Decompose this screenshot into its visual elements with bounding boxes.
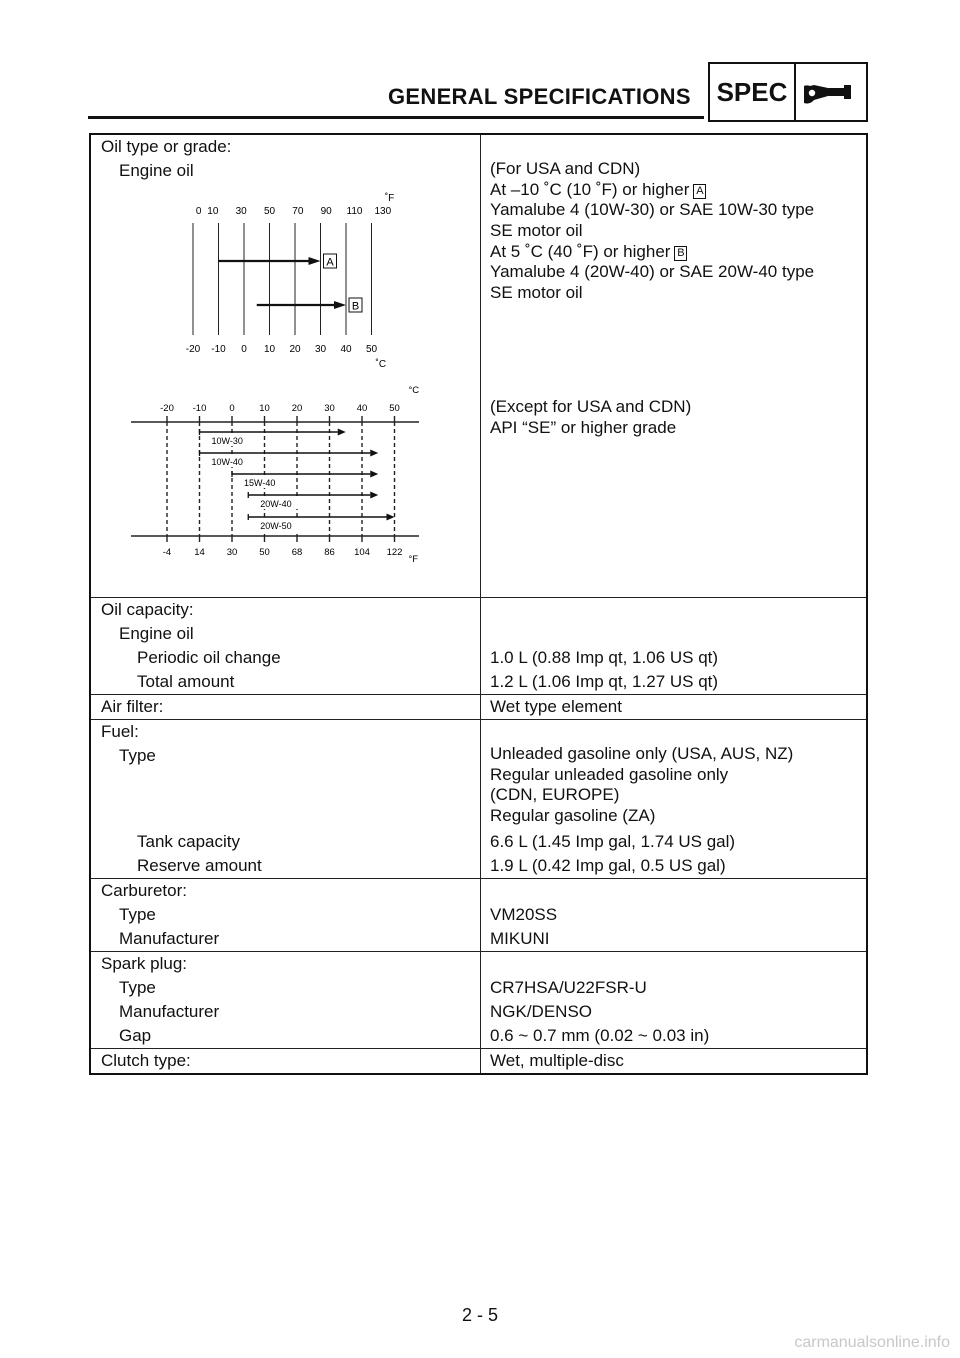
oil-a-type: Yamalube 4 (10W-30) or SAE 10W-30 type — [490, 200, 815, 220]
watermark: carmanualsonline.info — [794, 1334, 950, 1351]
marker-a: A — [693, 184, 706, 199]
spec-badge — [708, 62, 868, 122]
c-tick-label: 50 — [365, 344, 378, 355]
range-arrow-head — [309, 257, 321, 265]
range-arrow-head — [370, 471, 378, 478]
grade-label: 20W-40 — [260, 499, 292, 509]
fuel-type-line: (CDN, EUROPE) — [490, 785, 620, 805]
wrench-icon — [796, 64, 866, 120]
intl-oil-spec — [481, 397, 866, 438]
fuel-type-line: Regular unleaded gasoline only — [490, 764, 729, 784]
periodic-change-value: 1.0 L (0.88 Imp qt, 1.06 US qt) — [490, 648, 719, 667]
range-arrow-head — [387, 514, 395, 521]
marker-b: B — [674, 246, 687, 261]
range-arrow-head — [370, 450, 378, 457]
reserve-amount-label: Reserve amount — [137, 856, 262, 875]
f-tick-label: 0 — [195, 206, 202, 217]
clutch-label: Clutch type: — [101, 1051, 191, 1070]
grade-label: 20W-50 — [260, 521, 292, 531]
air-filter-value: Wet type element — [490, 697, 622, 716]
carburetor-type-value: VM20SS — [490, 905, 558, 924]
c-tick-label: 50 — [389, 403, 400, 414]
f-tick-label: 68 — [291, 547, 303, 558]
c-tick-label: 0 — [241, 344, 247, 355]
carburetor-manufacturer-label: Manufacturer — [119, 929, 220, 948]
spec-table — [89, 133, 868, 1075]
f-tick-label: -4 — [162, 547, 172, 558]
intl-heading: (Except for USA and CDN) — [490, 396, 692, 416]
oil-capacity-label: Oil capacity: — [101, 600, 194, 619]
f-tick-label: 50 — [259, 547, 270, 558]
f-tick-label: 110 — [346, 206, 363, 217]
fuel-label: Fuel: — [101, 722, 139, 741]
c-unit-label: ˚C — [375, 359, 387, 370]
f-tick-label: 10 — [207, 206, 219, 217]
total-amount-label: Total amount — [137, 672, 235, 691]
spark-plug-label: Spark plug: — [101, 954, 187, 973]
spark-plug-gap-value: 0.6 ~ 0.7 mm (0.02 ~ 0.03 in) — [490, 1026, 710, 1045]
spark-plug-manufacturer-value: NGK/DENSO — [490, 1002, 593, 1021]
oil-b-class: SE motor oil — [490, 283, 583, 303]
carburetor-type-label: Type — [119, 905, 156, 924]
spark-plug-type-value: CR7HSA/U22FSR-U — [490, 978, 647, 997]
c-tick-label: 20 — [291, 403, 303, 414]
oil-b-type: Yamalube 4 (20W-40) or SAE 20W-40 type — [490, 262, 815, 282]
f-tick-label: 104 — [354, 547, 370, 558]
carburetor-manufacturer-value: MIKUNI — [490, 929, 550, 948]
range-arrow-head — [334, 301, 346, 309]
condition-a: At –10 ˚C (10 ˚F) or higher — [490, 179, 690, 199]
f-tick-label: 30 — [235, 206, 247, 217]
f-tick-label: 130 — [374, 206, 392, 217]
f-tick-label: 70 — [292, 206, 304, 217]
oil-grade-label: Oil type or grade: — [101, 137, 232, 156]
c-tick-label: 20 — [289, 344, 301, 355]
c-tick-label: -20 — [185, 344, 201, 355]
page-number: 2 - 5 — [461, 1305, 499, 1325]
row-air-filter — [90, 695, 867, 720]
total-amount-value: 1.2 L (1.06 Imp qt, 1.27 US qt) — [490, 672, 719, 691]
c-tick-label: -20 — [160, 403, 174, 414]
c-tick-label: 30 — [324, 403, 335, 414]
fuel-type-label: Type — [119, 746, 156, 765]
clutch-value: Wet, multiple-disc — [490, 1051, 624, 1070]
c-tick-label: 40 — [340, 344, 352, 355]
c-tick-label: 10 — [263, 344, 276, 355]
tank-capacity-label: Tank capacity — [137, 832, 240, 851]
tank-capacity-value: 6.6 L (1.45 Imp gal, 1.74 US gal) — [490, 831, 736, 851]
wrench-icon-svg — [804, 76, 858, 108]
engine-oil-label: Engine oil — [119, 161, 194, 180]
intl-grade: API “SE” or higher grade — [490, 417, 677, 437]
header-rule — [88, 116, 704, 119]
f-tick-label: 86 — [324, 547, 335, 558]
grade-label: 10W-40 — [211, 457, 243, 467]
oil-chart-intl — [91, 381, 477, 591]
range-marker-label: B — [351, 300, 360, 313]
row-clutch — [90, 1049, 867, 1075]
fuel-type-line: Unleaded gasoline only (USA, AUS, NZ) — [490, 744, 794, 763]
f-tick-label: 122 — [386, 547, 403, 558]
capacity-engine-oil-label: Engine oil — [119, 624, 194, 643]
row-oil-capacity — [90, 598, 867, 695]
row-spark-plug — [90, 952, 867, 1049]
usa-cdn-oil-spec — [481, 159, 866, 304]
c-unit-label: °C — [408, 385, 420, 396]
c-tick-label: 40 — [356, 403, 368, 414]
periodic-change-label: Periodic oil change — [137, 648, 281, 667]
condition-b: At 5 ˚C (40 ˚F) or higher — [490, 241, 671, 261]
air-filter-label: Air filter: — [101, 697, 164, 716]
f-unit-label: ˚F — [384, 193, 395, 204]
spec-label: SPEC — [710, 64, 796, 120]
range-arrow-head — [338, 429, 346, 436]
range-arrow-head — [370, 492, 378, 499]
oil-a-class: SE motor oil — [490, 221, 583, 241]
c-tick-label: 10 — [259, 403, 270, 414]
f-unit-label: °F — [408, 554, 419, 565]
usa-cdn-heading: (For USA and CDN) — [490, 159, 641, 178]
grade-label: 15W-40 — [244, 478, 276, 488]
f-tick-label: 50 — [263, 206, 276, 217]
row-oil-grade — [90, 134, 867, 598]
reserve-amount-value: 1.9 L (0.42 Imp gal, 0.5 US gal) — [490, 855, 726, 875]
carburetor-label: Carburetor: — [101, 881, 187, 900]
fuel-type-line: Regular gasoline (ZA) — [490, 806, 656, 826]
spark-plug-gap-label: Gap — [119, 1026, 152, 1045]
row-carburetor — [90, 879, 867, 952]
spark-plug-type-label: Type — [119, 978, 156, 997]
grade-label: 10W-30 — [211, 436, 243, 446]
c-tick-label: -10 — [192, 403, 207, 414]
row-fuel — [90, 720, 867, 879]
spark-plug-manufacturer-label: Manufacturer — [119, 1002, 220, 1021]
c-tick-label: 0 — [229, 403, 235, 414]
f-tick-label: 90 — [320, 206, 332, 217]
page-title: GENERAL SPECIFICATIONS — [388, 84, 691, 109]
oil-chart-usa — [91, 189, 477, 379]
f-tick-label: 14 — [194, 547, 205, 558]
range-marker-label: A — [326, 256, 334, 269]
c-tick-label: 30 — [314, 344, 327, 355]
f-tick-label: 30 — [226, 547, 238, 558]
fuel-type-values — [481, 744, 866, 827]
c-tick-label: -10 — [211, 344, 226, 355]
